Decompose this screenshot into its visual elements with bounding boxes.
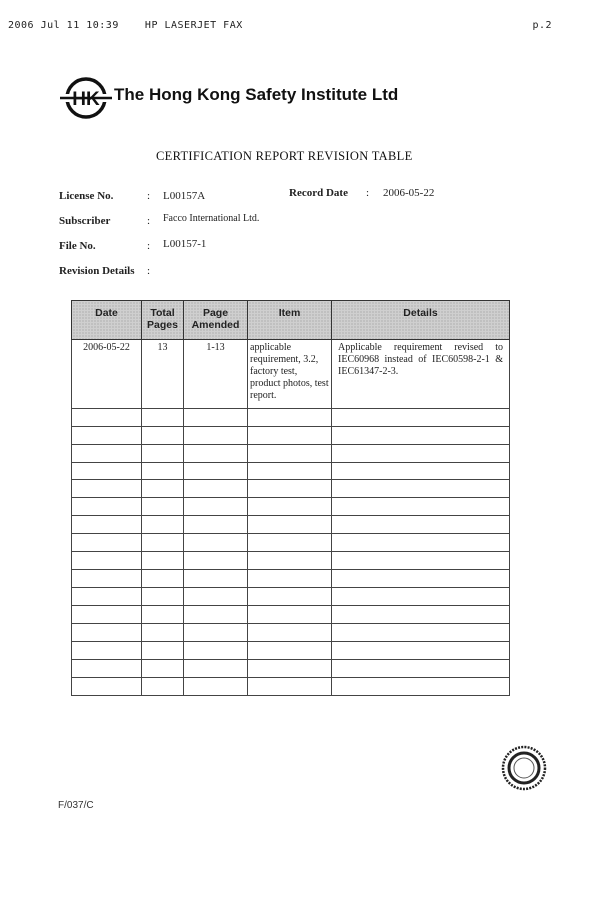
cell-details: Applicable requirement revised to IEC60968 instead of IEC60598-2-1 & IEC61347-2-3.	[332, 340, 510, 409]
empty-cell	[72, 408, 142, 426]
license-no-colon: :	[147, 190, 151, 202]
empty-cell	[184, 624, 248, 642]
empty-cell	[72, 480, 142, 498]
empty-cell	[142, 570, 184, 588]
cell-page-amended: 1-13	[184, 340, 248, 409]
empty-cell	[72, 642, 142, 660]
empty-cell	[142, 516, 184, 534]
empty-cell	[248, 642, 332, 660]
empty-cell	[72, 534, 142, 552]
empty-table-row	[72, 498, 510, 516]
empty-table-row	[72, 642, 510, 660]
cell-date: 2006-05-22	[72, 340, 142, 409]
empty-cell	[142, 480, 184, 498]
table-header-row	[72, 301, 510, 340]
fax-header	[0, 20, 600, 34]
empty-cell	[184, 498, 248, 516]
empty-cell	[332, 534, 510, 552]
seal-stamp-icon	[500, 744, 548, 792]
empty-cell	[248, 426, 332, 444]
empty-cell	[332, 606, 510, 624]
empty-cell	[184, 534, 248, 552]
file-no-value: L00157-1	[163, 238, 207, 250]
empty-cell	[142, 408, 184, 426]
empty-cell	[184, 408, 248, 426]
header-total-pages: Total Pages	[142, 301, 184, 340]
empty-cell	[72, 570, 142, 588]
empty-cell	[332, 426, 510, 444]
empty-cell	[184, 552, 248, 570]
file-no-label: File No.	[59, 240, 96, 252]
empty-cell	[248, 480, 332, 498]
license-no-label: License No.	[59, 190, 114, 202]
empty-table-row	[72, 426, 510, 444]
empty-cell	[184, 570, 248, 588]
empty-cell	[72, 677, 142, 695]
empty-table-row	[72, 444, 510, 462]
empty-table-row	[72, 462, 510, 480]
empty-table-row	[72, 516, 510, 534]
empty-cell	[332, 642, 510, 660]
record-date-colon: :	[366, 187, 370, 199]
empty-cell	[248, 552, 332, 570]
cell-item: applicable requirement, 3.2, factory test, product photos, test report.	[248, 340, 332, 409]
empty-cell	[184, 462, 248, 480]
form-code: F/037/C	[58, 800, 94, 811]
fax-page-number: p.2	[532, 20, 552, 31]
empty-cell	[72, 606, 142, 624]
empty-cell	[142, 660, 184, 678]
empty-cell	[142, 588, 184, 606]
subscriber-colon: :	[147, 215, 151, 227]
empty-cell	[142, 462, 184, 480]
header-details: Details	[332, 301, 510, 340]
empty-cell	[72, 516, 142, 534]
company-name: The Hong Kong Safety Institute Ltd	[114, 85, 399, 104]
empty-cell	[332, 660, 510, 678]
empty-cell	[248, 534, 332, 552]
document-title: CERTIFICATION REPORT REVISION TABLE	[156, 149, 413, 163]
header-item: Item	[248, 301, 332, 340]
empty-cell	[332, 444, 510, 462]
empty-cell	[184, 642, 248, 660]
empty-cell	[142, 677, 184, 695]
empty-cell	[332, 408, 510, 426]
empty-cell	[72, 660, 142, 678]
table-row	[72, 340, 510, 409]
empty-cell	[248, 444, 332, 462]
hksi-logo-icon	[58, 70, 114, 126]
empty-cell	[332, 570, 510, 588]
empty-cell	[248, 408, 332, 426]
empty-cell	[142, 498, 184, 516]
empty-cell	[332, 624, 510, 642]
empty-cell	[332, 498, 510, 516]
empty-cell	[184, 444, 248, 462]
revision-table	[71, 300, 510, 696]
cell-total-pages: 13	[142, 340, 184, 409]
empty-cell	[184, 480, 248, 498]
empty-cell	[332, 552, 510, 570]
empty-table-row	[72, 677, 510, 695]
empty-cell	[72, 588, 142, 606]
empty-cell	[184, 677, 248, 695]
empty-cell	[142, 606, 184, 624]
empty-cell	[248, 570, 332, 588]
empty-table-row	[72, 606, 510, 624]
empty-cell	[184, 588, 248, 606]
empty-table-row	[72, 624, 510, 642]
empty-cell	[248, 677, 332, 695]
empty-table-row	[72, 552, 510, 570]
empty-cell	[332, 480, 510, 498]
empty-cell	[72, 462, 142, 480]
empty-cell	[184, 660, 248, 678]
empty-cell	[142, 426, 184, 444]
subscriber-value: Facco International Ltd.	[163, 213, 260, 224]
revision-details-label: Revision Details	[59, 265, 135, 277]
empty-table-row	[72, 570, 510, 588]
empty-cell	[142, 552, 184, 570]
empty-cell	[142, 642, 184, 660]
empty-table-row	[72, 408, 510, 426]
empty-cell	[332, 462, 510, 480]
empty-cell	[332, 677, 510, 695]
empty-table-row	[72, 480, 510, 498]
empty-cell	[142, 624, 184, 642]
empty-cell	[248, 498, 332, 516]
header-date: Date	[72, 301, 142, 340]
record-date-label: Record Date	[289, 187, 348, 199]
empty-cell	[248, 588, 332, 606]
license-no-value: L00157A	[163, 190, 206, 202]
empty-cell	[332, 588, 510, 606]
subscriber-label: Subscriber	[59, 215, 111, 227]
empty-cell	[72, 624, 142, 642]
empty-cell	[248, 624, 332, 642]
empty-cell	[332, 516, 510, 534]
empty-cell	[72, 444, 142, 462]
empty-cell	[248, 660, 332, 678]
empty-cell	[72, 552, 142, 570]
fax-header-left: 2006 Jul 11 10:39 HP LASERJET FAX	[8, 20, 243, 31]
file-no-colon: :	[147, 240, 151, 252]
record-date-value: 2006-05-22	[383, 187, 435, 199]
empty-cell	[184, 426, 248, 444]
revision-details-colon: :	[147, 265, 151, 277]
empty-cell	[184, 606, 248, 624]
empty-table-row	[72, 534, 510, 552]
empty-cell	[72, 498, 142, 516]
empty-cell	[72, 426, 142, 444]
svg-text:HK: HK	[72, 89, 100, 110]
empty-table-row	[72, 660, 510, 678]
empty-cell	[248, 606, 332, 624]
empty-cell	[184, 516, 248, 534]
empty-cell	[142, 444, 184, 462]
empty-cell	[248, 516, 332, 534]
header-page-amended: Page Amended	[184, 301, 248, 340]
empty-cell	[248, 462, 332, 480]
empty-cell	[142, 534, 184, 552]
empty-table-row	[72, 588, 510, 606]
